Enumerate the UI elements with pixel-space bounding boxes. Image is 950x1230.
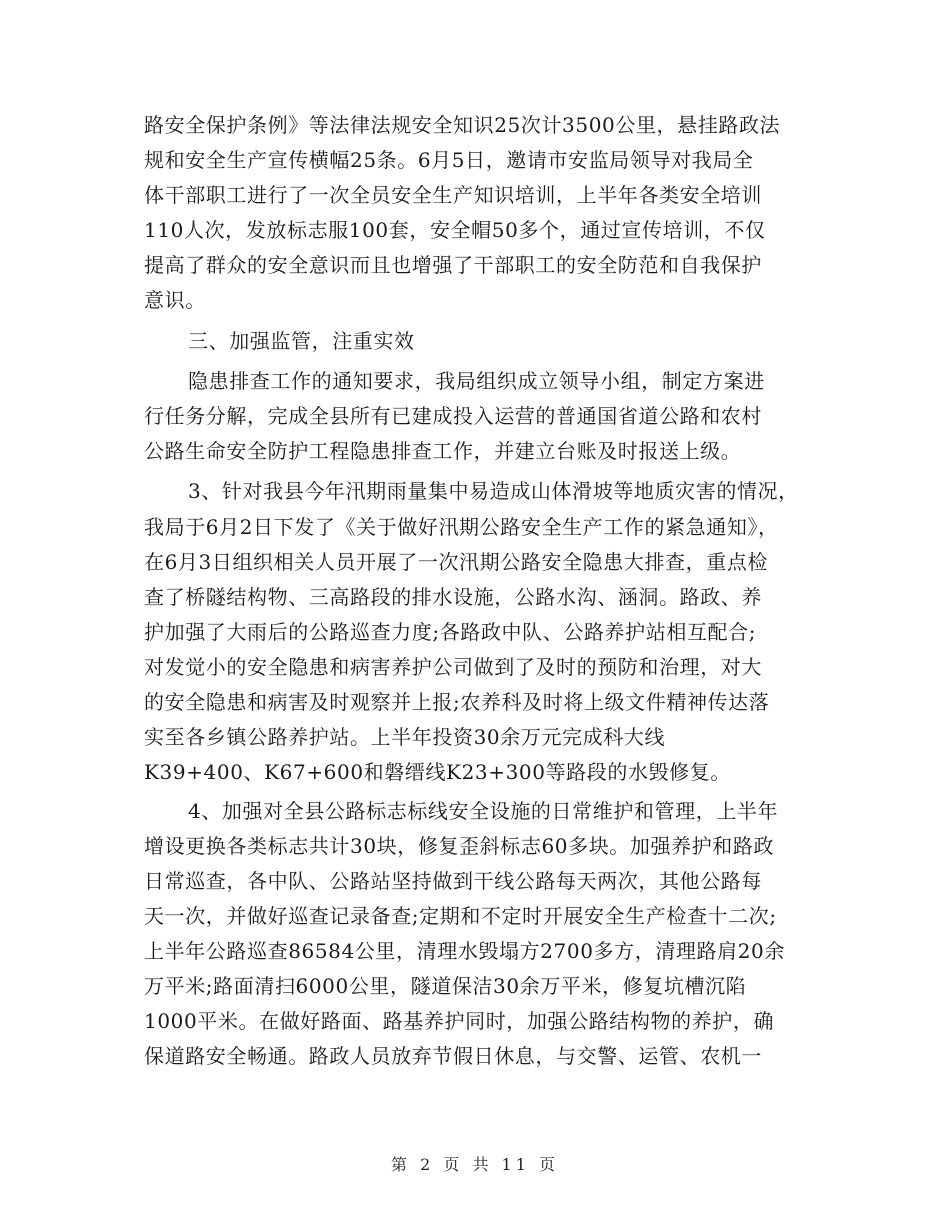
paragraph-line: 4、加强对全县公路标志标线安全设施的日常维护和管理，上半年 xyxy=(188,799,779,823)
paragraph-line: 110人次，发放标志服100套，安全帽50多个，通过宣传培训，不仅 xyxy=(144,218,766,242)
paragraph-line: 增设更换各类标志共计30块，修复歪斜标志60多块。加强养护和路政 xyxy=(144,834,775,858)
paragraph-line: 路安全保护条例》等法律法规安全知识25次计3500公里，悬挂路政法 xyxy=(144,113,781,137)
page-number-footer: 第 2 页 共 11 页 xyxy=(391,1155,559,1174)
paragraph-line: 实至各乡镇公路养护站。上半年投资30余万元完成科大线 xyxy=(144,725,666,749)
paragraph-line: 3、针对我县今年汛期雨量集中易造成山体滑坡等地质灾害的情况， xyxy=(188,479,799,503)
paragraph-line: 对发觉小的安全隐患和病害养护公司做到了及时的预防和治理，对大 xyxy=(144,655,762,679)
paragraph-line: 保道路安全畅通。路政人员放弃节假日休息，与交警、运管、农机一 xyxy=(144,1044,762,1068)
paragraph-line: K39+400、K67+600和磐缙线K23+300等路段的水毁修复。 xyxy=(144,760,731,784)
paragraph-line: 天一次，并做好巡查记录备查;定期和不定时开展安全生产检查十二次; xyxy=(144,904,777,928)
paragraph-line: 查了桥隧结构物、三高路段的排水设施，公路水沟、涵洞。路政、养 xyxy=(144,585,762,609)
paragraph-line: 意识。 xyxy=(144,288,206,312)
paragraph-line: 的安全隐患和病害及时观察并上报;农养科及时将上级文件精神传达落 xyxy=(144,690,770,714)
paragraph-line: 行任务分解，完成全县所有已建成投入运营的普通国省道公路和农村 xyxy=(144,404,762,428)
paragraph-line: 规和安全生产宣传横幅25条。6月5日，邀请市安监局领导对我局全 xyxy=(144,148,754,172)
paragraph-line: 隐患排查工作的通知要求，我局组织成立领导小组，制定方案进 xyxy=(188,369,765,393)
paragraph-line: 公路生命安全防护工程隐患排查工作，并建立台账及时报送上级。 xyxy=(144,439,742,463)
section-heading: 三、加强监管，注重实效 xyxy=(188,329,415,353)
paragraph-line: 日常巡查，各中队、公路站坚持做到干线公路每天两次，其他公路每 xyxy=(144,869,762,893)
paragraph-line: 上半年公路巡查86584公里，清理水毁塌方2700多方，清理路肩20余 xyxy=(144,939,785,963)
paragraph-line: 万平米;路面清扫6000公里，隧道保洁30余万平米，修复坑槽沉陷 xyxy=(144,974,747,998)
paragraph-line: 我局于6月2日下发了《关于做好汛期公路安全生产工作的紧急通知》， xyxy=(144,515,779,539)
paragraph-line: 1000平米。在做好路面、路基养护同时，加强公路结构物的养护，确 xyxy=(144,1009,775,1033)
paragraph-line: 在6月3日组织相关人员开展了一次汛期公路安全隐患大排查，重点检 xyxy=(144,550,769,574)
paragraph-line: 体干部职工进行了一次全员安全生产知识培训，上半年各类安全培训 xyxy=(144,183,762,207)
paragraph-line: 护加强了大雨后的公路巡查力度;各路政中队、公路养护站相互配合; xyxy=(144,620,757,644)
paragraph-line: 提高了群众的安全意识而且也增强了干部职工的安全防范和自我保护 xyxy=(144,253,762,277)
